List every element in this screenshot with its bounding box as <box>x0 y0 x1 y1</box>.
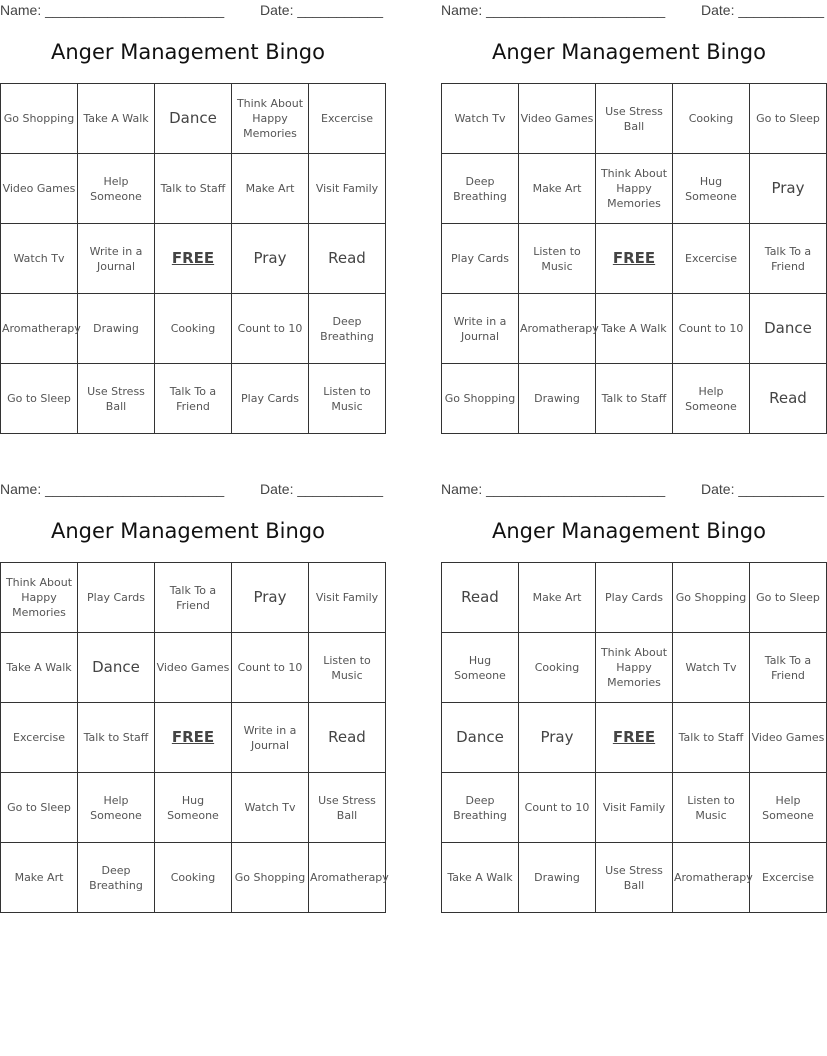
bingo-cell: Go to Sleep <box>1 773 78 843</box>
bingo-cell: Excercise <box>673 224 750 294</box>
bingo-cell: Video Games <box>155 633 232 703</box>
bingo-cell: Write in a Journal <box>78 224 155 294</box>
free-space: FREE <box>155 703 232 773</box>
bingo-cell: Count to 10 <box>519 773 596 843</box>
bingo-cell: Write in a Journal <box>442 294 519 364</box>
bingo-cell: Dance <box>750 294 827 364</box>
bingo-cell: Watch Tv <box>673 633 750 703</box>
bingo-cell: Talk to Staff <box>673 703 750 773</box>
bingo-cell: Use Stress Ball <box>596 84 673 154</box>
bingo-cell: Go Shopping <box>442 364 519 434</box>
bingo-cell: Aromatherapy <box>519 294 596 364</box>
bingo-cell: Help Someone <box>78 154 155 224</box>
card-header <box>0 481 383 499</box>
bingo-cell: Make Art <box>232 154 309 224</box>
bingo-cell: Go Shopping <box>673 563 750 633</box>
bingo-cell: Go to Sleep <box>750 563 827 633</box>
name-field-label: Name: _______________________ <box>441 2 666 18</box>
bingo-cell: Take A Walk <box>596 294 673 364</box>
bingo-cell: Help Someone <box>78 773 155 843</box>
bingo-cell: Deep Breathing <box>78 843 155 913</box>
bingo-cell: Drawing <box>519 364 596 434</box>
bingo-grid <box>441 83 827 434</box>
bingo-cell: Deep Breathing <box>442 773 519 843</box>
date-field-label: Date: ___________ <box>701 481 824 497</box>
bingo-cell: Pray <box>519 703 596 773</box>
bingo-cell: Pray <box>232 563 309 633</box>
bingo-cell: Aromatherapy <box>1 294 78 364</box>
bingo-cell: Listen to Music <box>673 773 750 843</box>
bingo-cell: Play Cards <box>442 224 519 294</box>
bingo-cell: Deep Breathing <box>442 154 519 224</box>
card-title: Anger Management Bingo <box>51 40 325 64</box>
bingo-cell: Make Art <box>1 843 78 913</box>
bingo-cell: Read <box>309 703 386 773</box>
bingo-cell: Dance <box>155 84 232 154</box>
bingo-cell: Think About Happy Memories <box>596 154 673 224</box>
bingo-cell: Deep Breathing <box>309 294 386 364</box>
bingo-cell: Help Someone <box>673 364 750 434</box>
free-space: FREE <box>596 703 673 773</box>
bingo-cell: Talk To a Friend <box>155 364 232 434</box>
bingo-cell: Listen to Music <box>309 633 386 703</box>
bingo-grid <box>0 562 389 913</box>
bingo-cell: Make Art <box>519 563 596 633</box>
bingo-cell: Video Games <box>519 84 596 154</box>
name-field-label: Name: _______________________ <box>441 481 666 497</box>
bingo-cell: Talk to Staff <box>155 154 232 224</box>
bingo-grid <box>441 562 827 913</box>
bingo-cell: Cooking <box>673 84 750 154</box>
bingo-cell: Count to 10 <box>673 294 750 364</box>
card-header <box>441 481 824 499</box>
bingo-cell: Talk to Staff <box>596 364 673 434</box>
bingo-cell: Think About Happy Memories <box>232 84 309 154</box>
bingo-cell: Help Someone <box>750 773 827 843</box>
bingo-cell: Make Art <box>519 154 596 224</box>
bingo-cell: Video Games <box>1 154 78 224</box>
bingo-cell: Cooking <box>155 294 232 364</box>
card-title: Anger Management Bingo <box>492 40 766 64</box>
bingo-cell: Think About Happy Memories <box>1 563 78 633</box>
bingo-cell: Take A Walk <box>442 843 519 913</box>
bingo-grid <box>0 83 386 434</box>
free-space: FREE <box>155 224 232 294</box>
bingo-cell: Hug Someone <box>155 773 232 843</box>
bingo-cell: Use Stress Ball <box>78 364 155 434</box>
bingo-cell: Read <box>309 224 386 294</box>
bingo-cell: Take A Walk <box>1 633 78 703</box>
bingo-cell: Aromatherapy <box>309 843 386 913</box>
bingo-card-4 <box>441 479 825 919</box>
bingo-cell: Dance <box>442 703 519 773</box>
bingo-cell: Go to Sleep <box>1 364 78 434</box>
bingo-cell: Talk To a Friend <box>155 563 232 633</box>
card-title: Anger Management Bingo <box>492 519 766 543</box>
bingo-cell: Watch Tv <box>232 773 309 843</box>
bingo-cell: Watch Tv <box>442 84 519 154</box>
bingo-cell: Go to Sleep <box>750 84 827 154</box>
bingo-cell: Go Shopping <box>1 84 78 154</box>
bingo-cell: Read <box>442 563 519 633</box>
bingo-cell: Visit Family <box>309 154 386 224</box>
bingo-cell: Count to 10 <box>232 633 309 703</box>
bingo-cell: Cooking <box>519 633 596 703</box>
bingo-cell: Use Stress Ball <box>309 773 386 843</box>
bingo-cell: Drawing <box>78 294 155 364</box>
bingo-cell: Visit Family <box>596 773 673 843</box>
bingo-cell: Excercise <box>309 84 386 154</box>
bingo-cell: Cooking <box>155 843 232 913</box>
bingo-cell: Aromatherapy <box>673 843 750 913</box>
bingo-cell: Video Games <box>750 703 827 773</box>
bingo-cell: Play Cards <box>78 563 155 633</box>
bingo-cell: Listen to Music <box>519 224 596 294</box>
bingo-cell: Watch Tv <box>1 224 78 294</box>
bingo-cell: Take A Walk <box>78 84 155 154</box>
bingo-cell: Use Stress Ball <box>596 843 673 913</box>
bingo-cell: Drawing <box>519 843 596 913</box>
date-field-label: Date: ___________ <box>701 2 824 18</box>
bingo-cell: Pray <box>232 224 309 294</box>
bingo-cell: Play Cards <box>596 563 673 633</box>
card-title: Anger Management Bingo <box>51 519 325 543</box>
bingo-cell: Read <box>750 364 827 434</box>
free-space: FREE <box>596 224 673 294</box>
bingo-cell: Talk To a Friend <box>750 633 827 703</box>
bingo-cell: Excercise <box>1 703 78 773</box>
bingo-cell: Think About Happy Memories <box>596 633 673 703</box>
name-field-label: Name: _______________________ <box>0 2 225 18</box>
name-field-label: Name: _______________________ <box>0 481 225 497</box>
bingo-cell: Go Shopping <box>232 843 309 913</box>
bingo-cell: Visit Family <box>309 563 386 633</box>
date-field-label: Date: ___________ <box>260 2 383 18</box>
bingo-card-3 <box>0 479 389 919</box>
bingo-cell: Talk To a Friend <box>750 224 827 294</box>
bingo-cell: Hug Someone <box>442 633 519 703</box>
card-header <box>0 2 383 20</box>
date-field-label: Date: ___________ <box>260 481 383 497</box>
bingo-card-1 <box>0 0 383 440</box>
bingo-cell: Listen to Music <box>309 364 386 434</box>
bingo-cell: Count to 10 <box>232 294 309 364</box>
card-header <box>441 2 824 20</box>
bingo-cell: Hug Someone <box>673 154 750 224</box>
bingo-card-2 <box>441 0 824 440</box>
bingo-cell: Write in a Journal <box>232 703 309 773</box>
bingo-cell: Pray <box>750 154 827 224</box>
bingo-cell: Dance <box>78 633 155 703</box>
bingo-cell: Play Cards <box>232 364 309 434</box>
bingo-cell: Talk to Staff <box>78 703 155 773</box>
bingo-cell: Excercise <box>750 843 827 913</box>
